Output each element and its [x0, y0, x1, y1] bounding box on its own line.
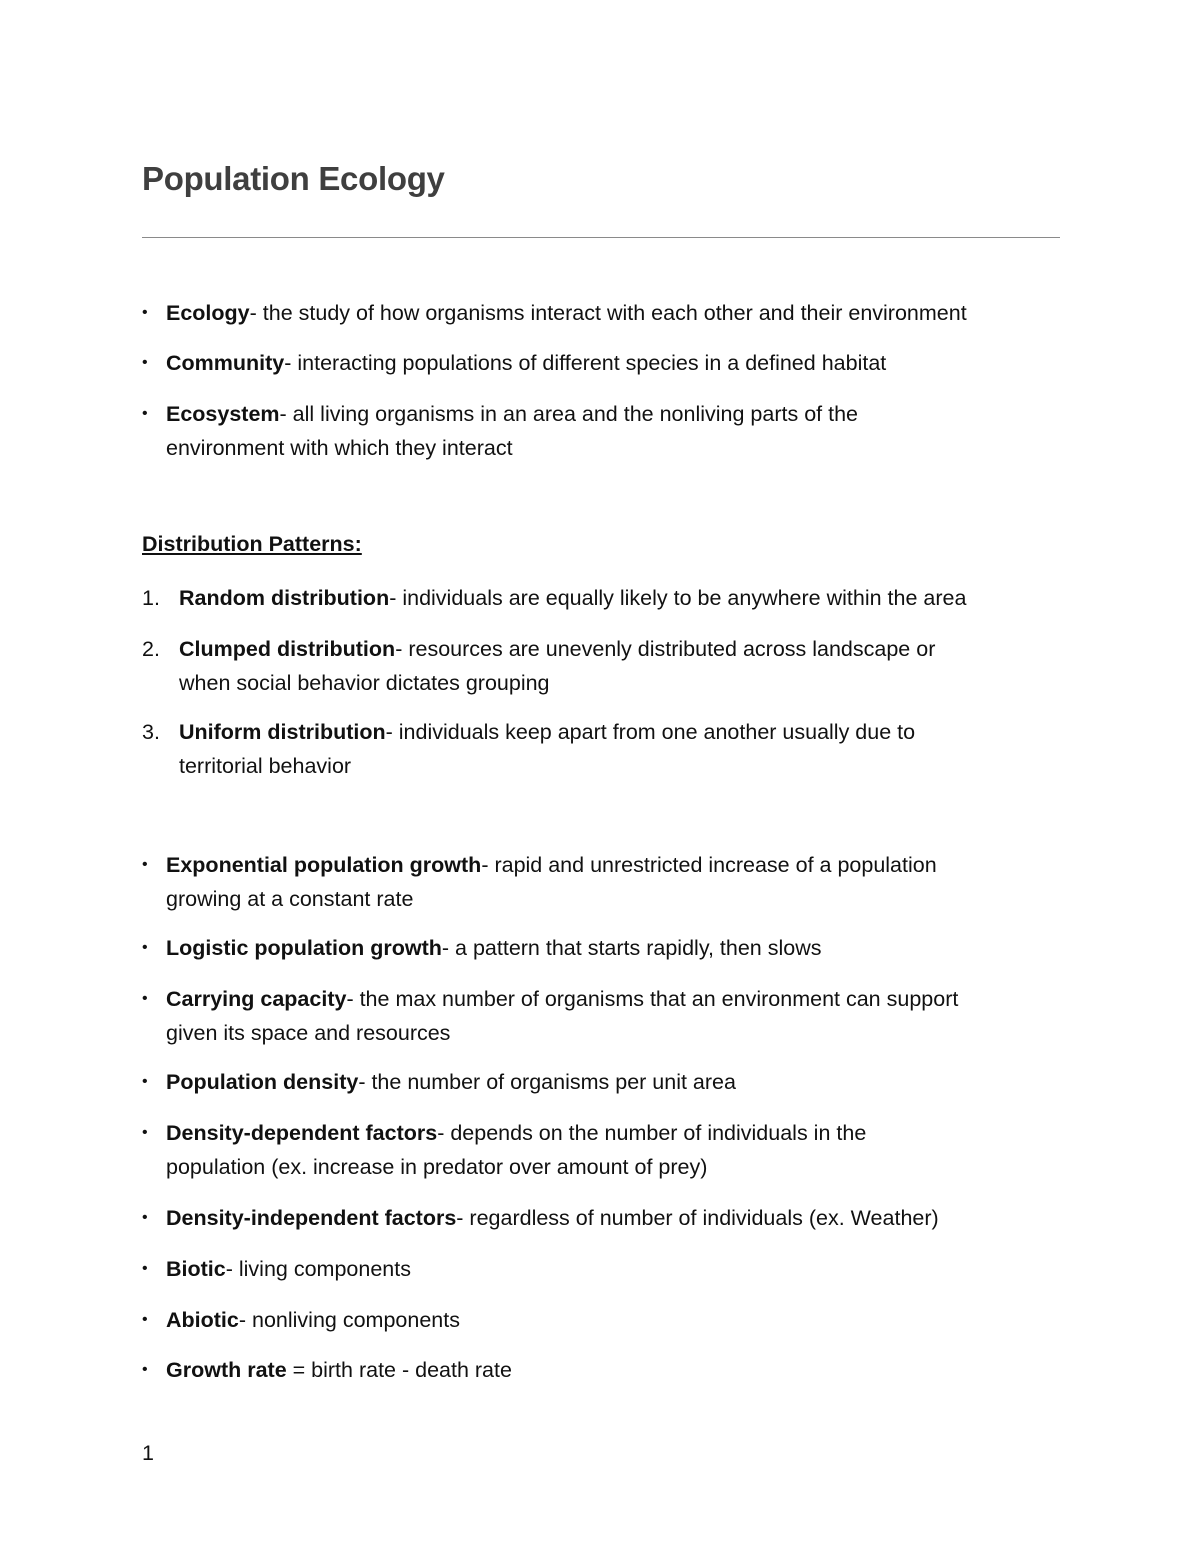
- term-label: Population density: [166, 1070, 359, 1094]
- term-label: Logistic population growth: [166, 936, 442, 960]
- term-definition: - living components: [225, 1257, 411, 1281]
- term-label: Exponential population growth: [166, 853, 482, 877]
- term-definition-continuation: territorial behavior: [179, 754, 352, 778]
- page-title: Population Ecology: [142, 160, 445, 197]
- bullet-icon: •: [142, 939, 148, 956]
- term-definition: - the number of organisms per unit area: [358, 1070, 736, 1094]
- page-number: 1: [142, 1441, 154, 1465]
- term-label: Ecology: [166, 301, 250, 325]
- term-definition: - the study of how organisms interact with each other and their environment: [249, 301, 967, 325]
- term-label: Uniform distribution: [179, 720, 386, 744]
- term-definition: - nonliving components: [238, 1308, 460, 1332]
- term-label: Random distribution: [179, 586, 390, 610]
- term-definition: - rapid and unrestricted increase of a population: [481, 853, 937, 877]
- bullet-icon: •: [142, 1311, 148, 1328]
- term-definition: - all living organisms in an area and the nonliving parts of the: [279, 402, 858, 426]
- term-definition: - a pattern that starts rapidly, then slows: [441, 936, 822, 960]
- bullet-icon: •: [142, 1073, 148, 1090]
- term-label: Carrying capacity: [166, 987, 347, 1011]
- term-definition-continuation: when social behavior dictates grouping: [179, 671, 550, 695]
- term-definition: - individuals are equally likely to be anywhere within the area: [389, 586, 967, 610]
- title-divider: [142, 237, 1060, 238]
- term-label: Ecosystem: [166, 402, 280, 426]
- term-definition: - regardless of number of individuals (ex. Weather): [456, 1206, 939, 1230]
- term-label: Biotic: [166, 1257, 226, 1281]
- bullet-icon: •: [142, 1124, 148, 1141]
- term-definition: - the max number of organisms that an environment can support: [346, 987, 959, 1011]
- list-number: 1.: [142, 586, 160, 610]
- term-label: Community: [166, 351, 285, 375]
- term-label: Abiotic: [166, 1308, 239, 1332]
- term-definition: - depends on the number of individuals in the: [437, 1121, 867, 1145]
- list-number: 2.: [142, 637, 160, 661]
- term-definition: = birth rate - death rate: [286, 1358, 512, 1382]
- term-label: Density-independent factors: [166, 1206, 457, 1230]
- bullet-icon: •: [142, 304, 148, 321]
- bullet-icon: •: [142, 856, 148, 873]
- bullet-icon: •: [142, 405, 148, 422]
- bullet-icon: •: [142, 990, 148, 1007]
- term-definition: - resources are unevenly distributed across landscape or: [395, 637, 936, 661]
- term-label: Growth rate: [166, 1358, 287, 1382]
- list-number: 3.: [142, 720, 160, 744]
- term-definition-continuation: environment with which they interact: [166, 436, 513, 460]
- bullet-icon: •: [142, 354, 148, 371]
- term-label: Density-dependent factors: [166, 1121, 438, 1145]
- term-label: Clumped distribution: [179, 637, 396, 661]
- term-definition-continuation: growing at a constant rate: [166, 887, 414, 911]
- distribution-heading: Distribution Patterns:: [142, 532, 362, 556]
- bullet-icon: •: [142, 1260, 148, 1277]
- bullet-icon: •: [142, 1361, 148, 1378]
- term-definition-continuation: given its space and resources: [166, 1021, 451, 1045]
- bullet-icon: •: [142, 1209, 148, 1226]
- term-definition: - individuals keep apart from one another usually due to: [385, 720, 916, 744]
- term-definition-continuation: population (ex. increase in predator over amount of prey): [166, 1155, 708, 1179]
- term-definition: - interacting populations of different species in a defined habitat: [284, 351, 887, 375]
